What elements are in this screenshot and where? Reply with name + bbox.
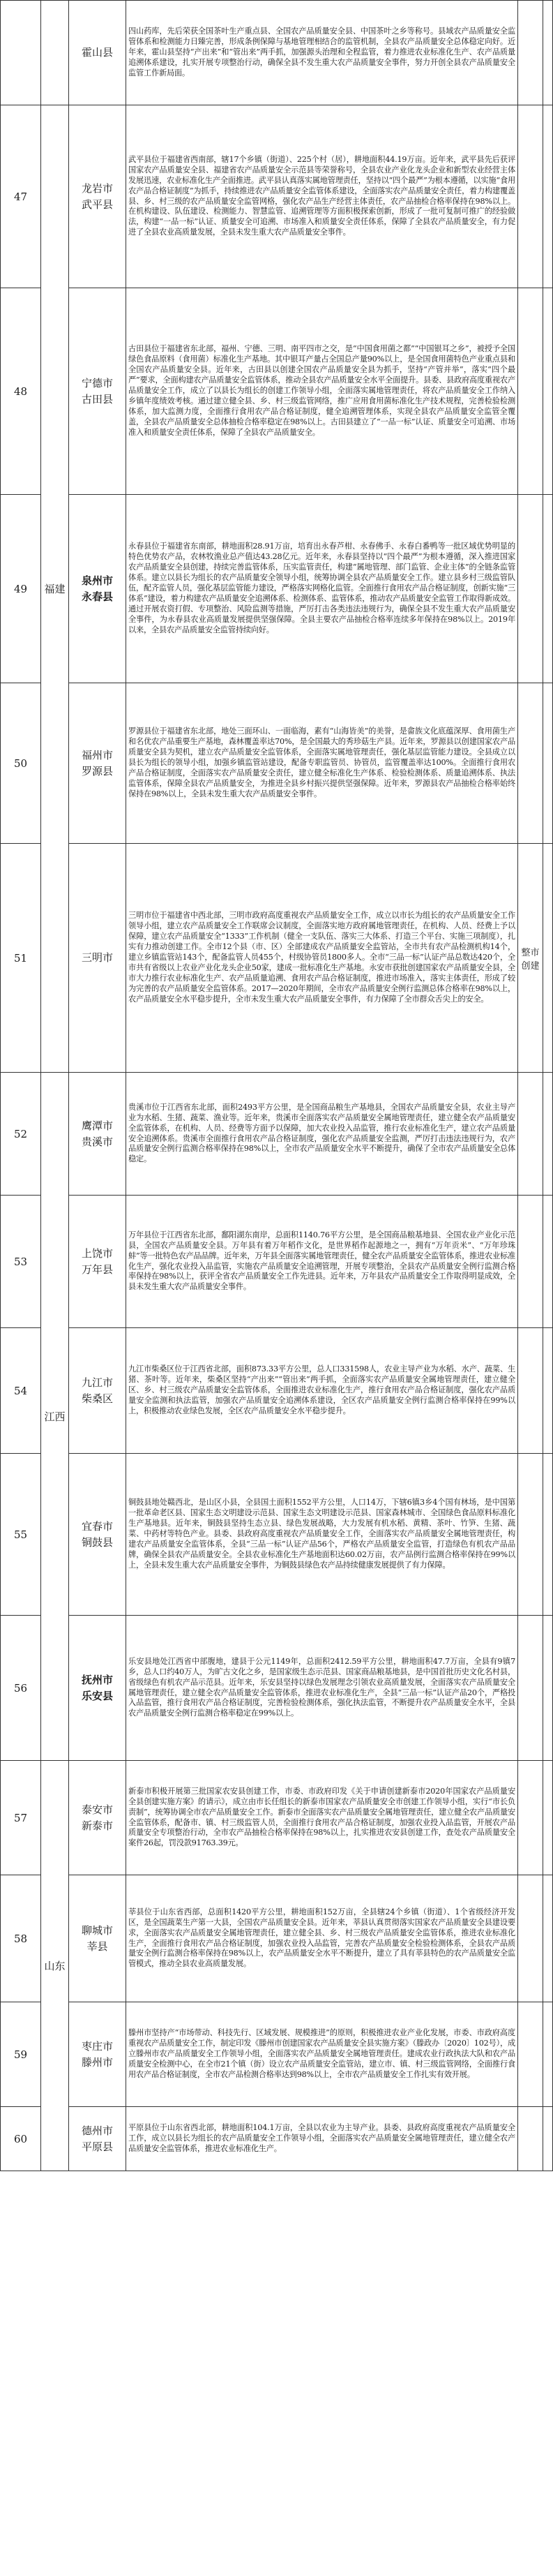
city-name: 泰安市 — [81, 1803, 113, 1816]
table-row — [1, 1616, 553, 1761]
type-cell — [518, 1616, 543, 1761]
type-cell: 整市创建 — [518, 844, 543, 1073]
place-cell — [69, 2107, 126, 2171]
county-name: 平原县 — [81, 2140, 113, 2153]
row-number: 53 — [1, 1196, 41, 1328]
description-cell: 古田县位于福建省东北部，福州、宁德、三明、南平四市之交，是“中国食用菌之都”“中国银耳之乡”，被授予全国绿色食品原料（食用菌）标准化生产基地。其中银耳产量占全国总产量90%以上，是全国食用菌特色产业重点县和全国农产品质量安全县。近年来，古田县以创建全国农产品质量安全县为抓手，坚持“产管并举”，落实“四个最严”要求，全面构建农产品质量安全监管体系，推动全县农产品质量安全水平全面提升。县委、县政府高度重视农产品质量安全工作，成立了以县长为组长的创建工作领导小组，全面落实属地管理责任，将农产品质量安全工作纳入乡镇年度绩效考核。通过建立健全县、乡、村三级监管网络，推广应用食用菌标准化生产技术规程，完善检验检测体系，加大监测力度，全面推行食用农产品合格证制度，健全追溯管理体系，实现全县农产品质量安全监管全覆盖，全县农产品质量安全总体抽检合格率稳定在98%以上。古田县建立了“一品一标”认证、质量安全可追溯、市场准入和质量安全责任体系，保障了全县农产品质量安全。 — [126, 288, 518, 495]
type-cell — [518, 105, 543, 288]
edge-cell — [543, 1616, 553, 1761]
place-cell — [69, 1328, 126, 1454]
place-cell — [69, 1875, 126, 2002]
edge-cell — [543, 1, 553, 105]
province-cell: 福建 — [41, 105, 69, 1073]
type-cell — [518, 1761, 543, 1875]
type-cell — [518, 1328, 543, 1454]
row-number: 59 — [1, 2002, 41, 2107]
edge-cell — [543, 1761, 553, 1875]
city-name: 聊城市 — [81, 1924, 113, 1937]
province-cell: 山东 — [41, 1761, 69, 2171]
edge-cell — [543, 683, 553, 844]
table-row — [1, 1328, 553, 1454]
table-row — [1, 1, 553, 105]
type-cell — [518, 1073, 543, 1196]
county-name: 贵溪市 — [81, 1135, 113, 1148]
row-number: 57 — [1, 1761, 41, 1875]
city-name: 龙岩市 — [81, 182, 113, 195]
description-cell: 贵溪市位于江西省东北部，面积2493平方公里，是全国商品粮生产基地县，全国农产品质量安全县，农业主导产业为水稻、生猪、蔬菜、渔业等。近年来，贵溪市全面落实农产品质量安全属地管理责任，建立健全农产品质量安全监管体系，在机构、人员、经费等方面予以保障，加大农业投入品监管，推行农业标准化生产，建立农产品质量安全追溯体系。贵溪市全面推行食用农产品合格证制度，强化农产品质量安全监测，严厉打击违法违规行为，农产品质量安全例行监测合格率保持在98%以上，全市农产品质量安全水平不断提升，确保了全市农产品质量安全总体稳定。 — [126, 1073, 518, 1196]
row-number: 60 — [1, 2107, 41, 2171]
table-row — [1, 1196, 553, 1328]
place-cell — [69, 683, 126, 844]
row-number: 48 — [1, 288, 41, 495]
row-number: 55 — [1, 1454, 41, 1616]
table-row — [1, 1761, 553, 1875]
county-name: 柴桑区 — [81, 1392, 113, 1405]
description-cell: 永春县位于福建省东南部，耕地面积28.91万亩，培育出永春芦柑、永春佛手、永春白番鸭等一批区域优势明显的特色优势农产品，农林牧渔业总产值达43.28亿元。近年来，永春县坚持以“四个最严”为根本遵循，深入推进国家农产品质量安全县创建，持续完善监管体系，压实监管责任，构建“属地管理、部门监管、企业主体”的全链条监管体系。建立以县长为组长的农产品质量安全领导小组，统筹协调全县农产品质量安全工作。建立县乡村三级监管队伍，配齐监管人员，强化基层监管能力建设，严格落实网格化监管。全面推行食用农产品合格证制度，创新实施“三体系”建设，着力构建农产品质量安全追溯体系、检测体系、监管体系，推动农产品质量安全监管工作取得新成效。通过开展农资打假、专项整治、风险监测等措施，严厉打击各类违法违规行为，确保全县不发生重大农产品质量安全事件，为永春县农业高质量发展提供坚强保障。全县主要农产品抽检合格率连续多年保持在98%以上。2019年以来，全县农产品质量安全监管持续向好。 — [126, 495, 518, 683]
place-cell — [69, 1761, 126, 1875]
place-cell — [69, 1196, 126, 1328]
description-cell: 武平县位于福建省西南部，辖17个乡镇（街道）、225个村（居），耕地面积44.19万亩。近年来，武平县先后获评国家农产品质量安全县、福建省农产品质量安全示范县等荣誉称号，全县农业产业化龙头企业和新型农业经营主体发展迅速，农业标准化生产全面推进。武平县认真落实属地管理责任，坚持以“四个最严”为根本遵循，以实施“食用农产品合格证制度”为抓手，持续推进农产品质量安全监管体系建设，全面落实农产品质量安全责任，着力构建覆盖县、乡、村三级的农产品质量安全监管网格，强化农产品生产经营主体责任，农产品抽检合格率保持在98%以上。在机构建设、队伍建设、检测能力、智慧监管、追溯管理等方面积极探索创新，形成了一批可复制可推广的经验做法，构建“一品一标”认证、质量安全可追溯、市场准入和质量安全责任体系，保障了全县农产品质量安全，有力促进了全县农业高质量发展，全县未发生重大农产品质量安全事件。 — [126, 105, 518, 288]
city-name: 抚州市 — [81, 1674, 113, 1686]
type-cell — [518, 288, 543, 495]
city-name: 德州市 — [81, 2124, 113, 2137]
place-cell — [69, 495, 126, 683]
row-number: 56 — [1, 1616, 41, 1761]
place-cell — [69, 1454, 126, 1616]
type-cell — [518, 2107, 543, 2171]
row-number: 54 — [1, 1328, 41, 1454]
edge-cell — [543, 288, 553, 495]
county-name: 古田县 — [81, 392, 113, 405]
city-name: 福州市 — [81, 749, 113, 761]
city-name: 鹰潭市 — [81, 1119, 113, 1132]
description-cell: 铜鼓县地处赣西北，是山区小县，全县国土面积1552平方公里，人口14万，下辖6镇3乡4个国有林场，是中国第一批革命老区县、国家生态文明建设示范县、国家生态文明建设示范县、国家森林城市、全国绿色食品原料标准化生产基地县。近年来，铜鼓县坚持生态立县、绿色发展战略，大力发展有机水稻、黄精、茶叶、竹笋、生猪、蔬菜、中药材等特色产业。县委、县政府高度重视农产品质量安全工作，全面落实农产品质量安全属地管理责任，构建农产品质量安全监管体系，全县“三品一标”认证产品56个，严格农产品质量安全监管，打造绿色有机农产品品牌，确保全县农产品质量安全。全县农业标准化生产基地面积达60.02万亩，农产品例行监测合格率保持在99%以上，全县未发生重大农产品质量安全事件，为铜鼓县绿色农产品持续健康发展提供了有力保障。 — [126, 1454, 518, 1616]
description-cell: 平原县位于山东省西北部，耕地面积104.1万亩，全县以农业为主导产业。县委、县政府高度重视农产品质量安全工作，成立以县长为组长的农产品质量安全工作领导小组，全面落实农产品质量安全属地管理责任，建立健全农产品质量安全监管体系，推进农业标准化生产。 — [126, 2107, 518, 2171]
county-name: 新泰市 — [81, 1819, 113, 1832]
city-name: 宁德市 — [81, 377, 113, 389]
row-number: 50 — [1, 683, 41, 844]
city-name: 上饶市 — [81, 1247, 113, 1260]
edge-cell — [543, 844, 553, 1073]
table-row — [1, 2002, 553, 2107]
description-cell: 滕州市坚持产“市场带动、科技先行、区域发展、规模推进”的原则，积极推进农业产业化发展，市委、市政府高度重视农产品质量安全工作，制定印发《滕州市创建国家农产品质量安全县实施方案》（滕政办〔2020〕102号），成立滕州市农产品质量安全工作领导小组，全面落实农产品质量安全属地管理责任。建成农业行政执法大队和农产品质量安全检测中心，在全市21个镇（街）设立农产品质量安全监管站，建立市、镇、村三级监管网络，全面推行食用农产品合格证制度，全市农产品检测合格率达到98%以上，全市农产品质量安全工作扎实有效开展。 — [126, 2002, 518, 2107]
edge-cell — [543, 1328, 553, 1454]
county-name: 永春县 — [81, 590, 113, 603]
city-name: 泉州市 — [81, 574, 113, 587]
county-name: 乐安县 — [81, 1689, 113, 1702]
place-cell — [69, 1073, 126, 1196]
county-name: 铜鼓县 — [81, 1535, 113, 1549]
city-name: 九江市 — [81, 1376, 113, 1389]
place-cell — [69, 288, 126, 495]
table-row — [1, 1875, 553, 2002]
city-name: 宜春市 — [81, 1520, 113, 1533]
county-name: 罗源县 — [81, 764, 113, 777]
type-cell — [518, 495, 543, 683]
description-cell: 九江市柴桑区位于江西省北部，面积873.33平方公里，总人口331598人，农业主导产业为水稻、水产、蔬菜、生猪、茶叶等。近年来，柴桑区坚持“产出来”“管出来”两手抓，全面落实农产品质量安全属地管理责任，建立健全区、乡、村三级农产品质量安全监管体系，全面推进农业标准化生产，推行食用农产品合格证制度，强化农产品质量安全监测和执法监管，加强农产品质量安全追溯体系建设，全区农产品质量安全例行监测合格率保持在99%以上，积极推动农业绿色发展，全区农产品质量安全水平稳步提升。 — [126, 1328, 518, 1454]
table-row — [1, 288, 553, 495]
row-number: 58 — [1, 1875, 41, 2002]
place-cell — [69, 1616, 126, 1761]
description-cell: 新泰市积极开展第三批国家农安县创建工作，市委、市政府印发《关于申请创建新泰市2020年国家农产品质量安全县创建实施方案》的请示》，成立由市长任组长的新泰市国家农产品质量安全市创建工作领导小组，实行“市长负责制”，统筹协调全市农产品质量安全工作。新泰市全面落实农产品质量安全属地管理责任，建立健全农产品质量安全监管体系，配备市、镇、村三级监管人员，全面推行食用农产品合格证制度，加强农业投入品监管，开展农产品质量安全专项整治行动，全市农产品抽检合格率保持在98%以上，扎实推进农安县创建工作，查处农产品质量安全案件26起，罚没款91763.39元。 — [126, 1761, 518, 1875]
county-name: 霍山县 — [81, 46, 113, 59]
type-cell — [518, 683, 543, 844]
row-number: 51 — [1, 844, 41, 1073]
edge-cell — [543, 1073, 553, 1196]
edge-cell — [543, 1875, 553, 2002]
row-number: 52 — [1, 1073, 41, 1196]
description-cell: 四山药库，先后荣获全国茶叶生产重点县、全国农产品质量安全县、中国茶叶之乡等称号。县域农产品质量安全监管体系和检测能力日臻完善，形成条例保障与基地管理相结合的监管机制，全县农产品质量安全总体稳定向好。近年来，霍山县坚持“产出来”和“管出来”两手抓，加强源头治理和全程监管，着力推进农业标准化生产、农产品质量追溯体系建设，扎实开展专项整治行动，确保全县不发生重大农产品质量安全事件，努力开创全县农产品质量安全监管工作新局面。 — [126, 1, 518, 105]
province-cell: 江西 — [41, 1073, 69, 1761]
row-number: 49 — [1, 495, 41, 683]
county-name: 万年县 — [81, 1263, 113, 1276]
place-cell — [69, 844, 126, 1073]
place-cell — [69, 1, 126, 105]
table-row — [1, 2107, 553, 2171]
edge-cell — [543, 1196, 553, 1328]
type-cell — [518, 1454, 543, 1616]
type-cell — [518, 2002, 543, 2107]
table-row — [1, 105, 553, 288]
type-cell — [518, 1, 543, 105]
row-number: 47 — [1, 105, 41, 288]
description-cell: 乐安县地处江西省中部腹地，建县于公元1149年，总面积2412.59平方公里，耕地面积47.7万亩，全县有9镇7乡，总人口约40万人，为旷古文化之乡，是国家级生态示范县、国家商品粮基地县，是中国首批历史文化名村县，省级绿色有机农产品示范县。近年来，乐安县坚持以绿色发展理念引领农业高质量发展，全面落实农产品质量安全属地管理责任，建立健全农产品质量安全监管体系，推进农业标准化生产，全县“三品一标”认证产品20个，严格投入品监管，推行食用农产品合格证制度，完善检验检测体系，强化执法监管，不断提升农产品质量安全水平，全县农产品质量安全例行监测合格率稳定在99%以上。 — [126, 1616, 518, 1761]
description-cell: 万年县位于江西省东北部，鄱阳湖东南岸，总面积1140.76平方公里，是全国商品粮基地县、全国农业产业化示范县，全国农产品质量安全县。万年县有着万年稻作文化，是世界稻作起源地之一，拥有“万年贡米”、“万年珍珠蚌”等一批特色农产品品牌。近年来，万年县全面落实属地管理责任，健全农产品质量安全监管体系，推进农业标准化生产，强化农业投入品监管，实施农产品质量安全追溯管理，开展专项整治，全县农产品质量安全例行监测合格率保持在98%以上，获评全省农产品质量安全工作先进县。近年来，万年县农产品质量安全工作取得明显成效，全县未发生重大农产品质量安全事件。 — [126, 1196, 518, 1328]
type-cell — [518, 1196, 543, 1328]
edge-cell — [543, 1454, 553, 1616]
description-cell: 莘县位于山东省西部，总面积1420平方公里，耕地面积152万亩，全县辖24个乡镇（街道）、1个省级经济开发区，是全国蔬菜生产第一大县，全国农产品质量安全县。近年来，莘县认真贯彻落实国家农产品质量安全县建设要求，全面落实农产品质量安全属地管理责任，建立健全县、乡、村三级农产品质量安全监管体系，推进农业标准化生产，全面推行食用农产品合格证制度，加强农业投入品监管，完善农产品质量安全检验检测体系，全县农产品质量安全例行监测合格率保持在98%以上，农产品质量安全水平不断提升，建立了具有莘县特色的农产品质量安全监管模式，推动全县农业高质量发展。 — [126, 1875, 518, 2002]
edge-cell — [543, 2107, 553, 2171]
type-cell — [518, 1875, 543, 2002]
edge-cell — [543, 105, 553, 288]
row-number — [1, 1, 41, 105]
county-name: 滕州市 — [81, 2055, 113, 2069]
table-row — [1, 495, 553, 683]
description-cell: 罗源县位于福建省东北部，地处三面环山、一面临海，素有“山海皆美”的美誉，是畲族文化底蕴深厚、食用菌生产和名优农产品重要生产基地，森林覆盖率达70%，是全国最大的秀珍菇生产县。近年来，罗源县以创建国家农产品质量安全县为契机，建立农产品质量安全监管体系，全面落实属地管理责任，强化基层监管能力建设。全县成立以县长为组长的领导小组，加强乡镇监管站建设，配备专职监管员、协管员，监管覆盖率达100%。全面推行食用农产品合格证制度，全面落实农产品质量安全责任，建立健全标准化生产体系、检验检测体系、质量追溯体系、执法监管体系，保障全县农产品质量安全，为推进全县乡村振兴提供坚强保障。近年来，罗源县农产品抽检合格率始终保持在98%以上，全县未发生重大农产品质量安全事件。 — [126, 683, 518, 844]
county-name: 武平县 — [81, 198, 113, 211]
edge-cell — [543, 2002, 553, 2107]
description-cell: 三明市位于福建省中西北部，三明市政府高度重视农产品质量安全工作，成立以市长为组长的农产品质量安全工作领导小组，建立农产品质量安全工作联席会议制度，全面落实地方政府属地管理责任，在机构、人员、经费上予以保障，建立农产品质量安全“1333”工作机制（健全一支队伍、落实三大体系、打造三个平台、实施三项制度），扎实有力推动创建工作。全市12个县（市、区）全部建成农产品质量安全监管站，全市共有农产品检测机构14个，建立乡镇监管站143个，配备监管人员455个，村级协管员1800多人。全市“三品一标”认证产品总数达420个，全市共有省级以上农业产业化龙头企业50家，建成一批标准化生产基地。永安市获批创建国家农产品质量安全县，全市大力推行农业标准化生产、农产品质量追溯、食用农产品合格证制度，推进市场准入，落实主体责任，形成了较为完善的农产品质量安全监管体系。2017—2020年期间，全市农产品质量安全例行监测总体合格率在98%以上，农产品质量安全水平稳步提升，全市未发生重大农产品质量安全事件，有力保障了全市群众舌尖上的安全。 — [126, 844, 518, 1073]
table-row — [1, 683, 553, 844]
place-cell — [69, 2002, 126, 2107]
county-name: 三明市 — [81, 951, 113, 965]
table-row — [1, 1454, 553, 1616]
edge-cell — [543, 495, 553, 683]
county-name: 莘县 — [86, 1940, 108, 1953]
place-cell — [69, 105, 126, 288]
table-row — [1, 844, 553, 1073]
province-cell — [41, 1, 69, 105]
city-name: 枣庄市 — [81, 2040, 113, 2053]
table-row — [1, 1073, 553, 1196]
